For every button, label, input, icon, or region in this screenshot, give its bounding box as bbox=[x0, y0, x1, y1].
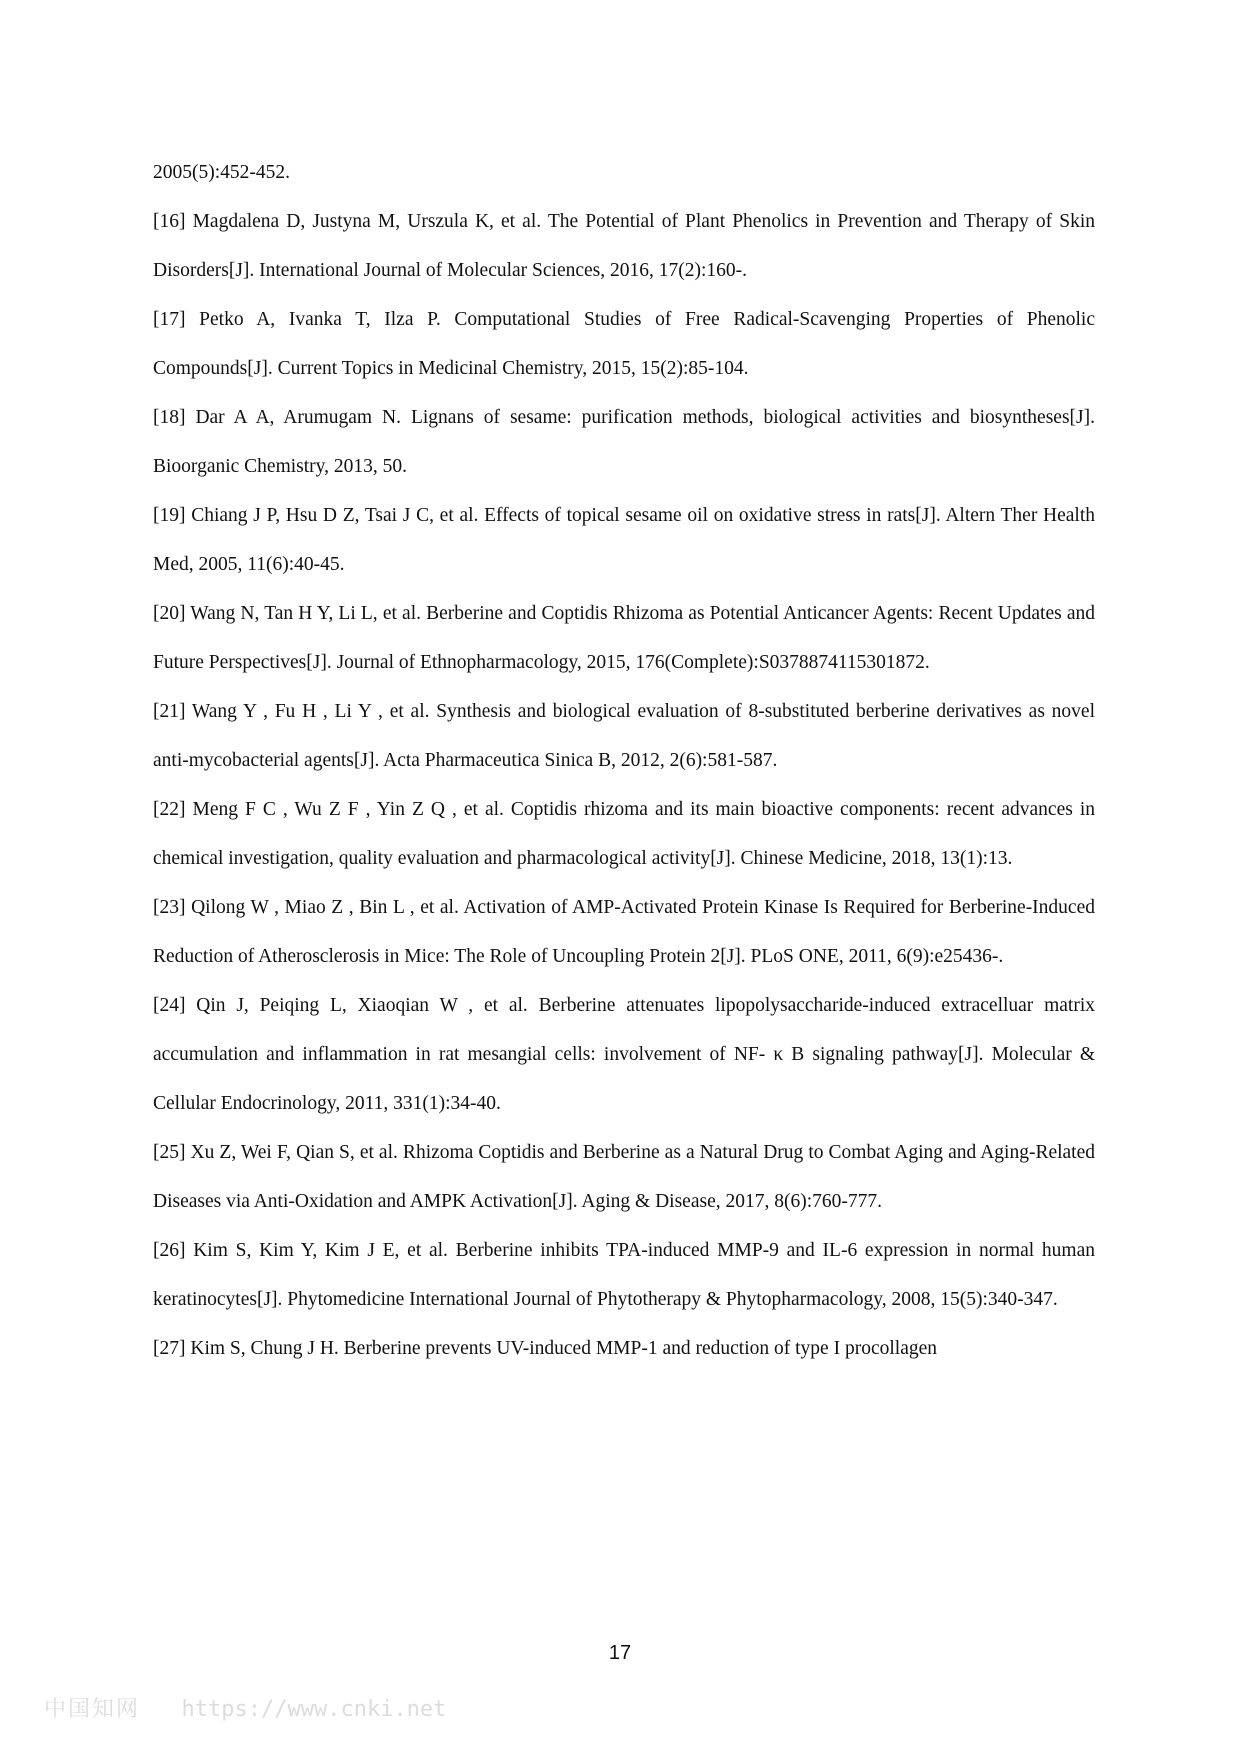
reference-item: [23] Qilong W , Miao Z , Bin L , et al. Activation of AMP-Activated Protein Kinase Is Required for Berberine-Induced Reduction of Atherosclerosis in Mice: The Role of Uncoupling Protein 2[J]. PLoS ONE, 2011, 6(9):e25436-. bbox=[153, 897, 1095, 967]
reference-item: [20] Wang N, Tan H Y, Li L, et al. Berberine and Coptidis Rhizoma as Potential Anticancer Agents: Recent Updates and Future Perspectives[J]. Journal of Ethnopharmacology, 2015, 176(Complete):S0378874115301872. bbox=[153, 603, 1095, 673]
reference-item: [22] Meng F C , Wu Z F , Yin Z Q , et al. Coptidis rhizoma and its main bioactive components: recent advances in chemical investigation, quality evaluation and pharmacological activity[J]. Chinese Medicine, 2018, 13(1):13. bbox=[153, 799, 1095, 869]
watermark-brand: 中国知网 bbox=[44, 1697, 141, 1722]
reference-item: [27] Kim S, Chung J H. Berberine prevents UV-induced MMP-1 and reduction of type I procollagen bbox=[153, 1338, 937, 1359]
reference-item: [19] Chiang J P, Hsu D Z, Tsai J C, et al. Effects of topical sesame oil on oxidative stress in rats[J]. Altern Ther Health Med, 2005, 11(6):40-45. bbox=[153, 505, 1095, 575]
reference-item: [18] Dar A A, Arumugam N. Lignans of sesame: purification methods, biological activities and biosyntheses[J]. Bioorganic Chemistry, 2013, 50. bbox=[153, 407, 1095, 477]
page-number: 17 bbox=[608, 1642, 632, 1664]
reference-item: [17] Petko A, Ivanka T, Ilza P. Computational Studies of Free Radical-Scavenging Properties of Phenolic Compounds[J]. Current Topics in Medicinal Chemistry, 2015, 15(2):85-104. bbox=[153, 309, 1095, 379]
reference-list bbox=[153, 148, 1095, 1373]
watermark-url: https://www.cnki.net bbox=[181, 1697, 447, 1722]
reference-item: 2005(5):452-452. bbox=[153, 162, 291, 183]
reference-item: [16] Magdalena D, Justyna M, Urszula K, et al. The Potential of Plant Phenolics in Prevention and Therapy of Skin Disorders[J]. International Journal of Molecular Sciences, 2016, 17(2):160-. bbox=[153, 211, 1095, 281]
reference-item: [25] Xu Z, Wei F, Qian S, et al. Rhizoma Coptidis and Berberine as a Natural Drug to Combat Aging and Aging-Related Diseases via Anti-Oxidation and AMPK Activation[J]. Aging & Disease, 2017, 8(6):760-777. bbox=[153, 1142, 1095, 1212]
watermark bbox=[44, 1692, 446, 1723]
reference-item: [26] Kim S, Kim Y, Kim J E, et al. Berberine inhibits TPA-induced MMP-9 and IL-6 expression in normal human keratinocytes[J]. Phytomedicine International Journal of Phytotherapy & Phytopharmacology, 2008, 15(5):340-347. bbox=[153, 1240, 1095, 1310]
reference-item: [24] Qin J, Peiqing L, Xiaoqian W , et al. Berberine attenuates lipopolysaccharide-induced extracelluar matrix accumulation and inflammation in rat mesangial cells: involvement of NF- κ B signaling pathway[J]. Molecular & Cellular Endocrinology, 2011, 331(1):34-40. bbox=[153, 995, 1095, 1114]
reference-item: [21] Wang Y , Fu H , Li Y , et al. Synthesis and biological evaluation of 8-substituted berberine derivatives as novel anti-mycobacterial agents[J]. Acta Pharmaceutica Sinica B, 2012, 2(6):581-587. bbox=[153, 701, 1095, 771]
